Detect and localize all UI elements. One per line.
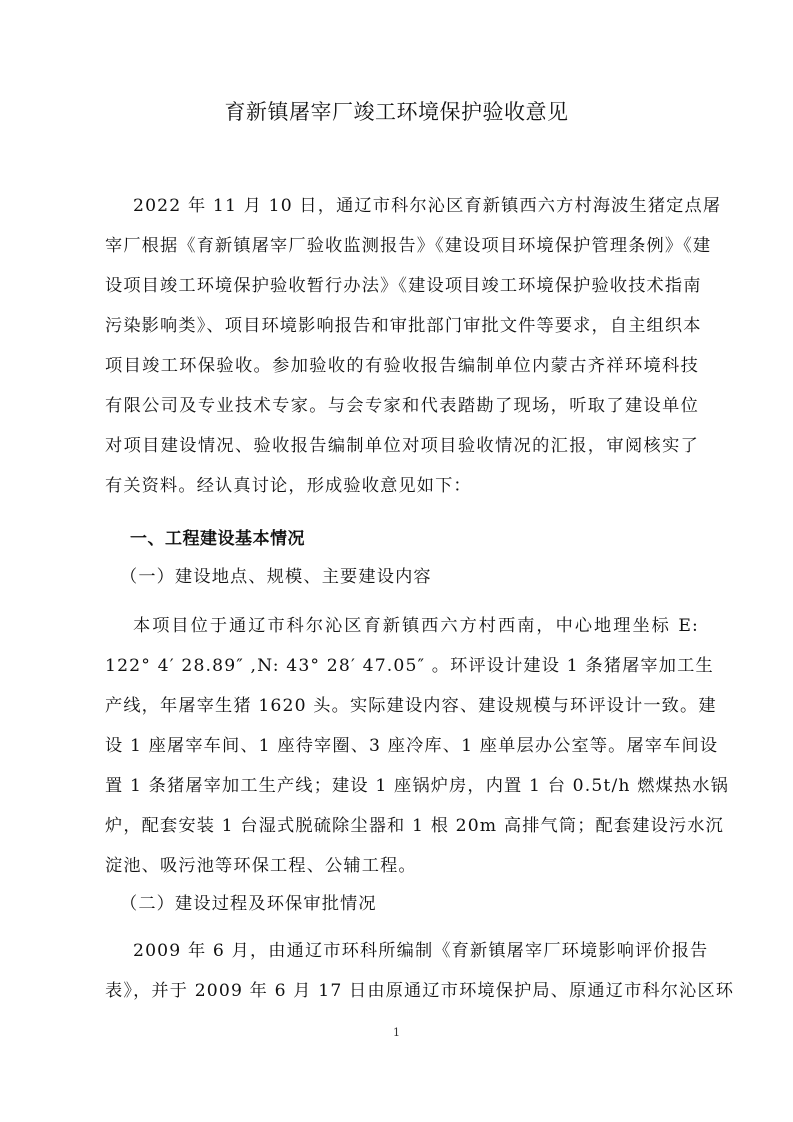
paragraph-line: 置 1 条猪屠宰加工生产线；建设 1 座锅炉房，内置 1 台 0.5t/h 燃煤热水锅 — [105, 776, 729, 796]
paragraph-line: 有限公司及专业技术专家。与会专家和代表踏勘了现场，听取了建设单位 — [105, 396, 699, 416]
subsection-heading: （二）建设过程及环保审批情况 — [120, 894, 377, 914]
paragraph-line: 设 1 座屠宰车间、1 座待宰圈、3 座冷库、1 座单层办公室等。屠宰车间设 — [105, 736, 719, 756]
paragraph-line: 产线，年屠宰生猪 1620 头。实际建设内容、建设规模与环评设计一致。建 — [105, 696, 717, 716]
paragraph-line: 淀池、吸污池等环保工程、公辅工程。 — [105, 856, 417, 876]
paragraph-line: 2022 年 11 月 10 日，通辽市科尔沁区育新镇西六方村海波生猪定点屠 — [133, 196, 722, 216]
paragraph-line: 有关资料。经认真讨论，形成验收意见如下： — [105, 476, 472, 496]
document-title: 育新镇屠宰厂竣工环境保护验收意见 — [224, 100, 569, 124]
paragraph-line: 宰厂根据《育新镇屠宰厂验收监测报告》《建设项目环境保护管理条例》《建 — [105, 236, 712, 256]
paragraph-line: 设项目竣工环境保护验收暂行办法》《建设项目竣工环境保护验收技术指南 — [105, 276, 702, 296]
paragraph-line: 炉，配套安装 1 台湿式脱硫除尘器和 1 根 20m 高排气筒；配套建设污水沉 — [105, 816, 724, 836]
paragraph-line: 表》，并于 2009 年 6 月 17 日由原通辽市环境保护局、原通辽市科尔沁区环 — [105, 981, 735, 1001]
paragraph-line: 122° 4′ 28.89″ ,N: 43° 28′ 47.05″ 。环评设计建设 1 条猪屠宰加工生 — [105, 656, 714, 676]
paragraph-line: 2009 年 6 月，由通辽市环科所编制《育新镇屠宰厂环境影响评价报告 — [133, 941, 709, 961]
paragraph-line: 污染影响类》、项目环境影响报告和审批部门审批文件等要求，自主组织本 — [105, 316, 702, 336]
subsection-heading: （一）建设地点、规模、主要建设内容 — [120, 567, 432, 587]
section-heading: 一、工程建设基本情况 — [130, 529, 305, 549]
paragraph-line: 对项目建设情况、验收报告编制单位对项目验收情况的汇报，审阅核实了 — [105, 436, 699, 456]
paragraph-line: 项目竣工环保验收。参加验收的有验收报告编制单位内蒙古齐祥环境科技 — [105, 356, 699, 376]
paragraph-line: 本项目位于通辽市科尔沁区育新镇西六方村西南，中心地理坐标 E: — [133, 616, 699, 636]
page-number: 1 — [393, 1026, 400, 1039]
